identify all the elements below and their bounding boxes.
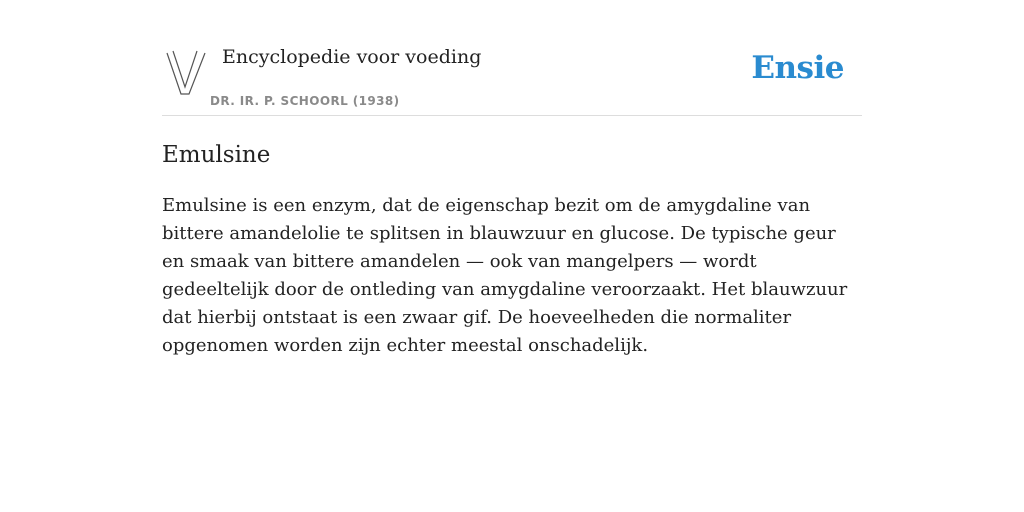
page-container (162, 0, 862, 360)
v-chevron-logo-icon[interactable] (165, 49, 207, 97)
book-header (162, 0, 862, 116)
book-title[interactable]: Encyclopedie voor voeding (222, 46, 482, 68)
book-author: DR. IR. P. SCHOORL (1938) (210, 94, 400, 108)
entry-body: Emulsine is een enzym, dat de eigenschap bezit om de amygdaline van bittere amandelolie te splitsen in blauwzuur en glucose. De typische geur en smaak van bittere amandelen — ook van mangelpers — wordt gedeeltelijk door de ontleding van amygdaline veroorzaakt. Het blauwzuur dat hierbij ontstaat is een zwaar gif. De hoeveelheden die normaliter opgenomen worden zijn echter meestal onschadelijk. (162, 195, 848, 356)
ensie-brand-link[interactable]: Ensie (751, 50, 844, 86)
entry-title: Emulsine (162, 142, 271, 168)
